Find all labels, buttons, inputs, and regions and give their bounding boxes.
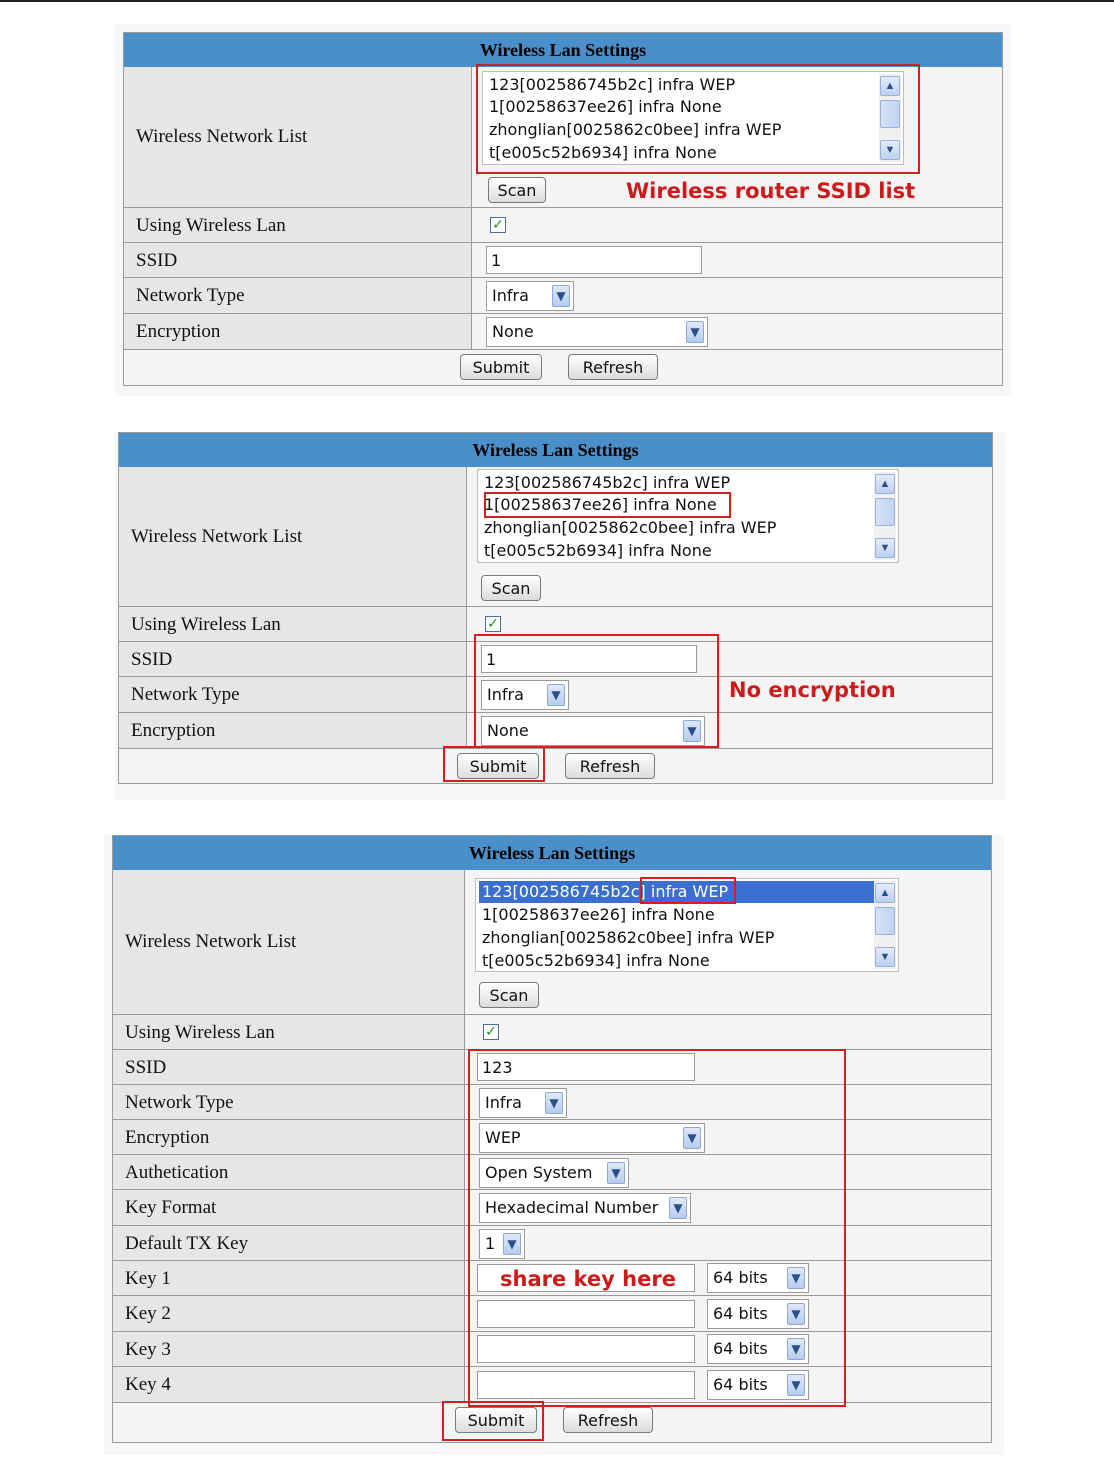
scroll-thumb[interactable] — [875, 498, 895, 526]
highlight-security-type — [640, 877, 736, 904]
row-using-wireless — [124, 207, 1002, 243]
label-network-type: Network Type — [119, 677, 467, 713]
list-item[interactable]: 1[00258637ee26] infra None — [489, 97, 722, 116]
label-network-list: Wireless Network List — [124, 67, 472, 207]
key-1-bits-value: 64 bits — [713, 1268, 768, 1287]
label-using-wireless: Using Wireless Lan — [119, 607, 467, 642]
label-encryption: Encryption — [119, 713, 467, 749]
highlight-ssid-list — [476, 64, 920, 174]
key-3-bits-value: 64 bits — [713, 1339, 768, 1358]
list-item[interactable]: 1[00258637ee26] infra None — [484, 495, 717, 514]
panel-1 — [115, 24, 1011, 396]
label-network-type: Network Type — [124, 278, 472, 314]
label-network-list: Wireless Network List — [119, 467, 467, 606]
list-item[interactable]: 123[002586745b2c] infra WEP — [484, 473, 731, 492]
scan-button[interactable]: Scan — [488, 177, 546, 203]
highlight-submit — [442, 1401, 544, 1441]
scroll-down-icon[interactable]: ▼ — [875, 947, 895, 967]
label-key-4: Key 4 — [113, 1367, 465, 1403]
using-wireless-checkbox[interactable]: ✓ — [485, 616, 501, 632]
refresh-button[interactable]: Refresh — [565, 753, 655, 779]
table-title: Wireless Lan Settings — [119, 433, 992, 468]
submit-button[interactable]: Submit — [457, 753, 539, 779]
encryption-value: None — [492, 322, 534, 341]
label-network-list: Wireless Network List — [113, 870, 465, 1014]
scroll-up-icon[interactable]: ▲ — [875, 883, 895, 903]
table-title: Wireless Lan Settings — [113, 836, 991, 871]
label-encryption: Encryption — [124, 314, 472, 350]
button-row — [119, 748, 992, 783]
highlight-wep-settings — [468, 1049, 846, 1407]
network-type-value: Infra — [485, 1093, 522, 1112]
chevron-down-icon[interactable]: ▼ — [787, 1374, 805, 1396]
annotation-no-encryption: No encryption — [729, 678, 896, 702]
chevron-down-icon[interactable]: ▼ — [607, 1162, 625, 1184]
selected-network-id: 123[002586745b2c] — [482, 882, 646, 901]
panel-3 — [104, 835, 1004, 1455]
row-network-list — [113, 870, 991, 1014]
ssid-input[interactable]: 1 — [486, 246, 702, 274]
scan-button[interactable]: Scan — [479, 982, 539, 1008]
panel-2 — [115, 432, 1005, 800]
label-using-wireless: Using Wireless Lan — [124, 208, 472, 243]
chevron-down-icon[interactable]: ▼ — [503, 1233, 521, 1255]
chevron-down-icon[interactable]: ▼ — [683, 720, 701, 742]
using-wireless-checkbox[interactable]: ✓ — [483, 1024, 499, 1040]
list-item[interactable]: t[e005c52b6934] infra None — [482, 951, 710, 970]
list-item[interactable]: zhonglian[0025862c0bee] infra WEP — [489, 120, 782, 139]
highlight-submit — [443, 746, 545, 782]
label-key-3: Key 3 — [113, 1332, 465, 1367]
scroll-down-icon[interactable]: ▼ — [880, 140, 900, 160]
row-network-list — [119, 467, 992, 606]
authentication-value: Open System — [485, 1163, 593, 1182]
highlight-settings — [474, 634, 719, 748]
selected-network-security: infra WEP — [645, 882, 729, 901]
button-row — [124, 349, 1002, 385]
chevron-down-icon[interactable]: ▼ — [787, 1338, 805, 1360]
encryption-value: None — [487, 721, 529, 740]
scan-button[interactable]: Scan — [481, 575, 541, 601]
row-network-type — [124, 277, 1002, 314]
label-ssid: SSID — [124, 243, 472, 278]
network-type-value: Infra — [492, 286, 529, 305]
label-ssid: SSID — [113, 1050, 465, 1085]
refresh-button[interactable]: Refresh — [563, 1407, 653, 1433]
default-tx-key-value: 1 — [485, 1234, 496, 1253]
ssid-input[interactable]: 123 — [477, 1053, 695, 1081]
label-key-format: Key Format — [113, 1190, 465, 1226]
scroll-up-icon[interactable]: ▲ — [875, 474, 895, 494]
row-encryption — [124, 313, 1002, 350]
key-4-bits-value: 64 bits — [713, 1375, 768, 1394]
ssid-input[interactable]: 1 — [481, 645, 697, 673]
label-network-type: Network Type — [113, 1085, 465, 1120]
list-item[interactable]: 123[002586745b2c] infra WEP — [489, 75, 736, 94]
list-item[interactable]: 1[00258637ee26] infra None — [482, 905, 715, 924]
annotation-share-key: share key here — [500, 1267, 676, 1291]
submit-button[interactable]: Submit — [455, 1407, 537, 1433]
chevron-down-icon[interactable]: ▼ — [547, 684, 565, 706]
encryption-select[interactable] — [486, 317, 708, 347]
key-2-bits-value: 64 bits — [713, 1304, 768, 1323]
annotation-ssid-list: Wireless router SSID list — [626, 179, 916, 203]
label-key-2: Key 2 — [113, 1296, 465, 1332]
key-format-value: Hexadecimal Number — [485, 1198, 659, 1217]
row-using-wireless — [113, 1014, 991, 1050]
network-type-value: Infra — [487, 685, 524, 704]
chevron-down-icon[interactable]: ▼ — [787, 1267, 805, 1289]
label-encryption: Encryption — [113, 1120, 465, 1155]
submit-button[interactable]: Submit — [460, 354, 542, 380]
table-title: Wireless Lan Settings — [124, 33, 1002, 68]
list-item[interactable]: t[e005c52b6934] infra None — [484, 541, 712, 560]
list-scrollbar[interactable] — [874, 881, 896, 969]
scroll-thumb[interactable] — [875, 907, 895, 935]
list-item[interactable]: zhonglian[0025862c0bee] infra WEP — [484, 518, 777, 537]
network-type-select[interactable] — [486, 281, 574, 311]
chevron-down-icon[interactable]: ▼ — [686, 321, 704, 343]
label-using-wireless: Using Wireless Lan — [113, 1015, 465, 1050]
chevron-down-icon[interactable]: ▼ — [669, 1197, 687, 1219]
highlight-selected-network — [484, 492, 731, 518]
top-rule — [0, 0, 1114, 2]
list-scrollbar[interactable] — [874, 472, 896, 560]
list-item[interactable]: zhonglian[0025862c0bee] infra WEP — [482, 928, 775, 947]
scroll-down-icon[interactable]: ▼ — [875, 538, 895, 558]
list-item[interactable]: t[e005c52b6934] infra None — [489, 143, 717, 162]
label-authentication: Authetication — [113, 1155, 465, 1190]
refresh-button[interactable]: Refresh — [568, 354, 658, 380]
button-row — [113, 1402, 991, 1442]
chevron-down-icon[interactable]: ▼ — [787, 1303, 805, 1325]
chevron-down-icon[interactable]: ▼ — [545, 1092, 563, 1114]
label-ssid: SSID — [119, 642, 467, 677]
chevron-down-icon[interactable]: ▼ — [552, 285, 570, 307]
scroll-up-icon[interactable]: ▲ — [880, 76, 900, 96]
label-key-1: Key 1 — [113, 1261, 465, 1296]
using-wireless-checkbox[interactable]: ✓ — [490, 217, 506, 233]
encryption-value: WEP — [485, 1128, 521, 1147]
chevron-down-icon[interactable]: ▼ — [683, 1127, 701, 1149]
label-default-tx-key: Default TX Key — [113, 1226, 465, 1261]
row-ssid — [124, 242, 1002, 278]
